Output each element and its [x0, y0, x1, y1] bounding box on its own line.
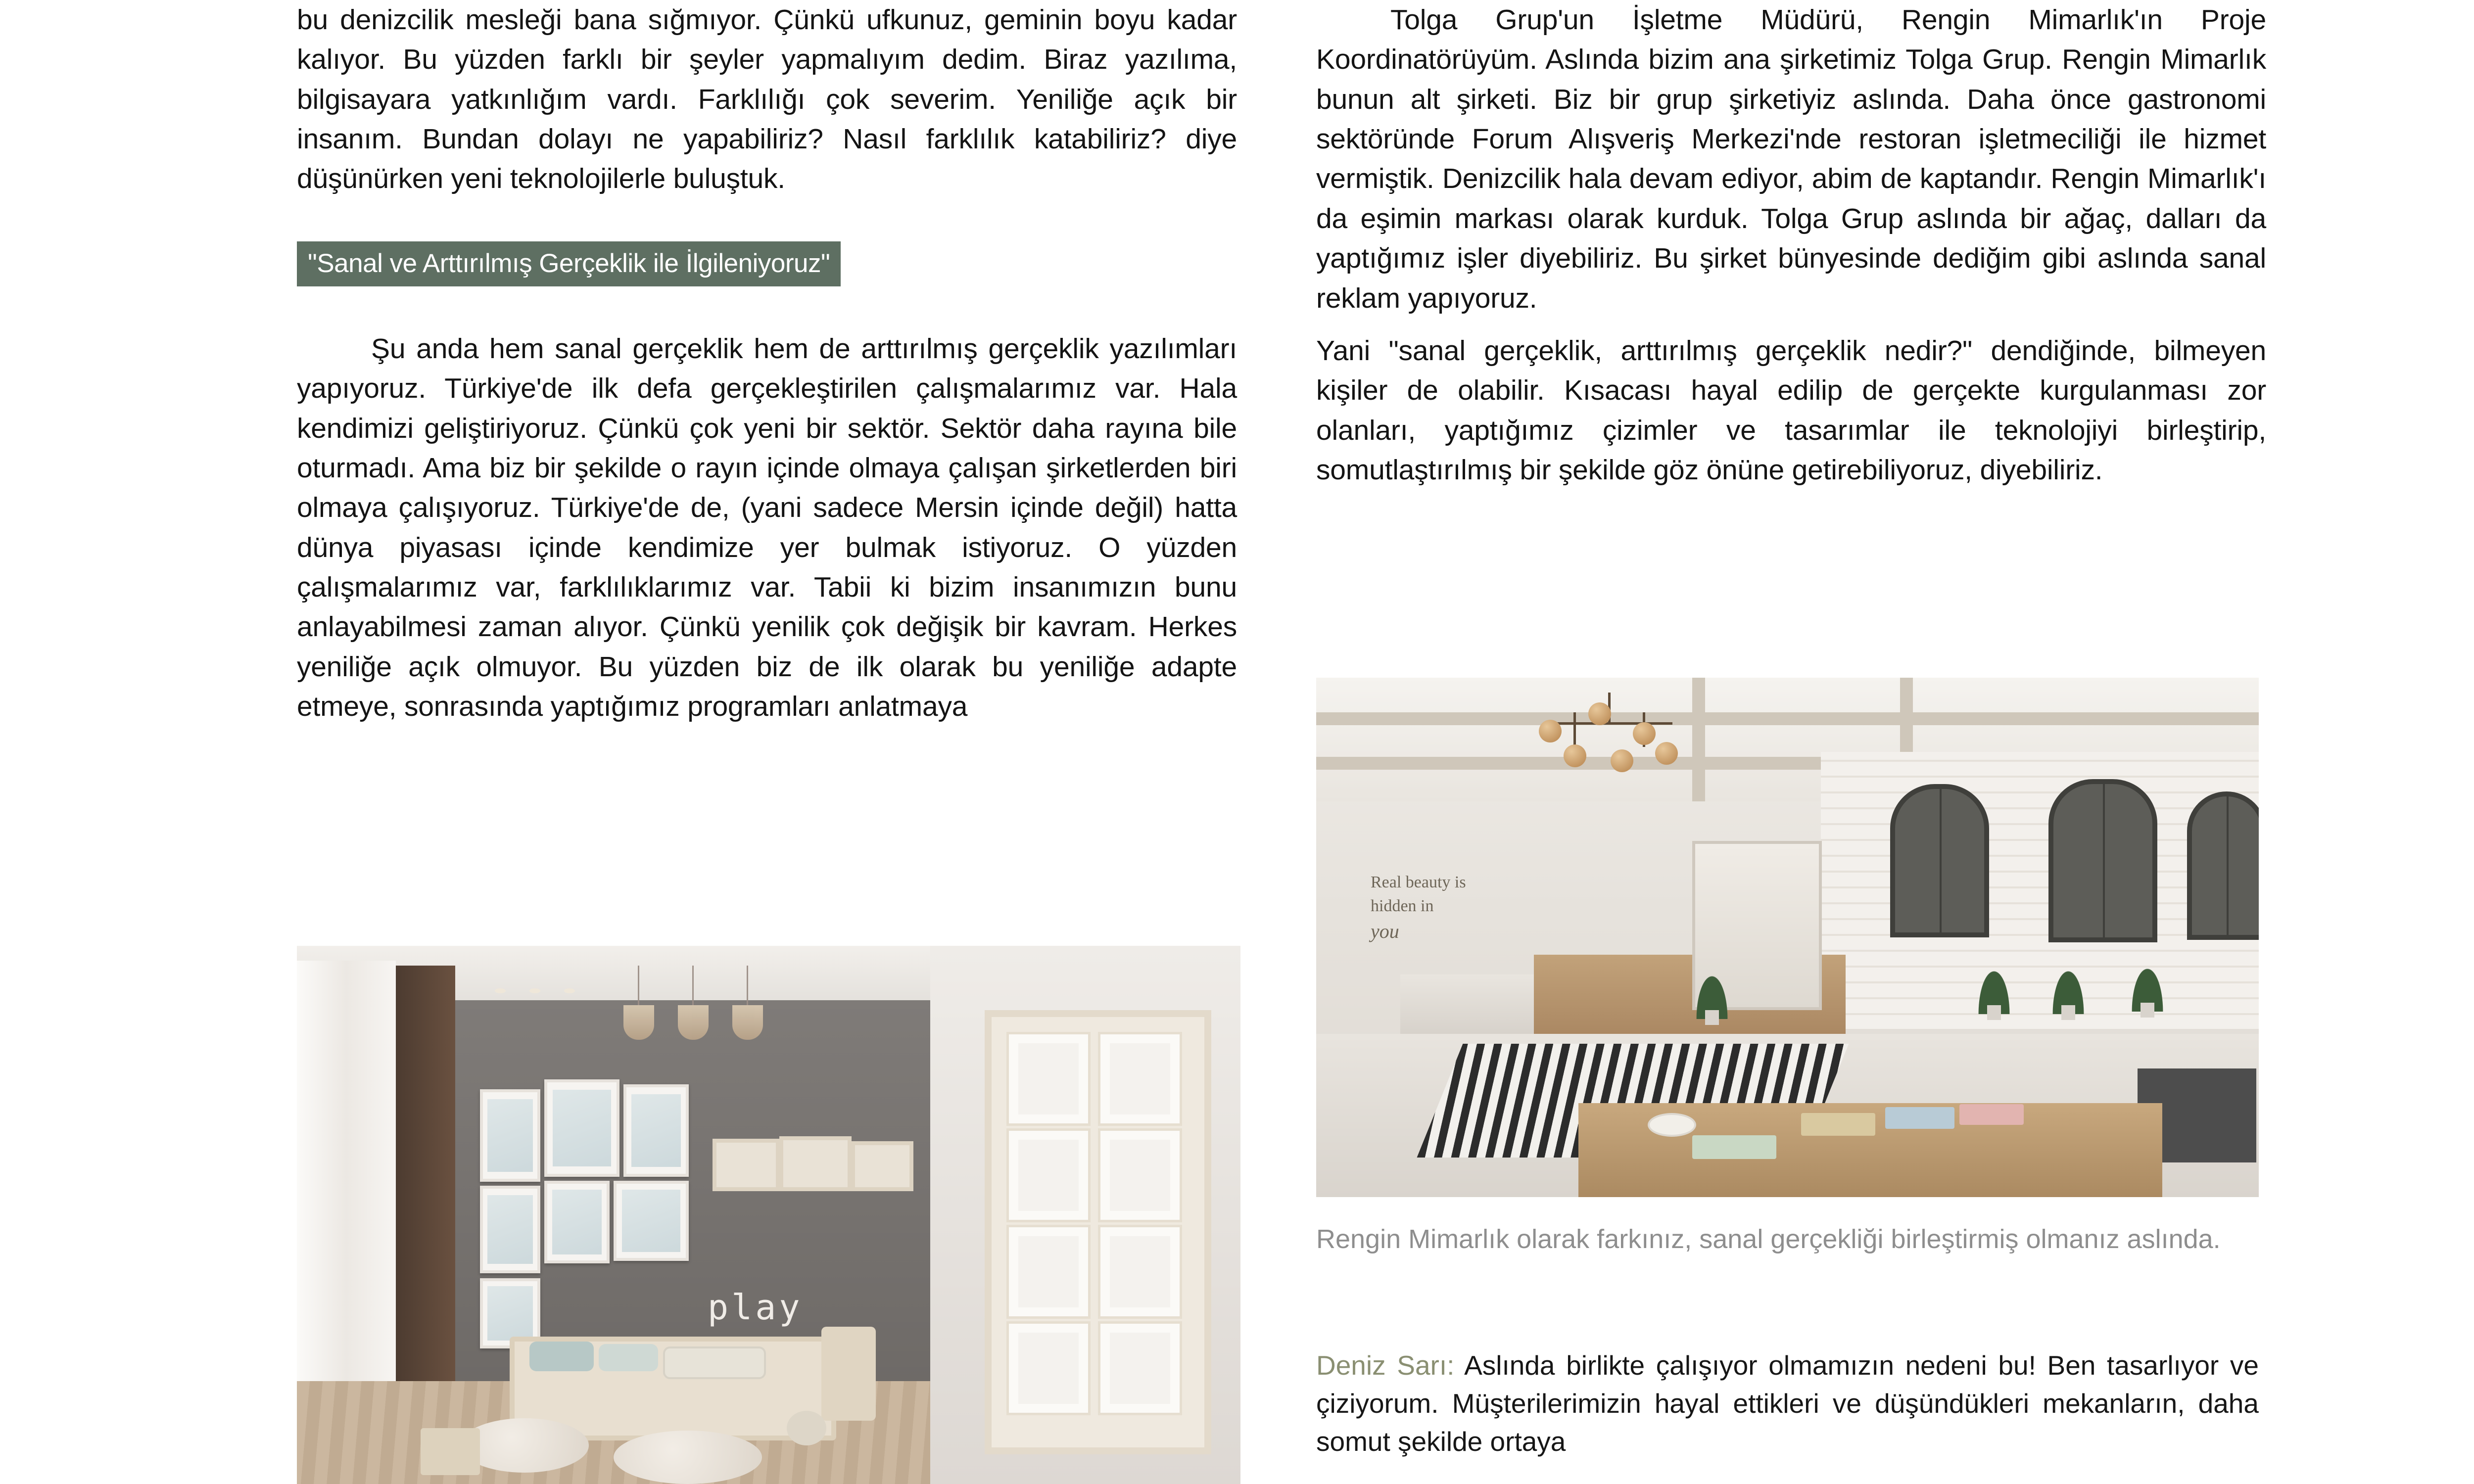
bookcase-cell [1006, 1225, 1091, 1319]
bookcase-cell [1006, 1128, 1091, 1222]
lobby-figure [1316, 678, 2259, 1197]
house-shelf [713, 1139, 780, 1191]
potted-plant-icon [1974, 960, 2014, 1014]
bookcase-cell [1006, 1032, 1091, 1126]
bed-pillow [529, 1342, 594, 1371]
lobby-wall-quote-line2: hidden in [1371, 896, 1434, 915]
right-paragraph-1: Tolga Grup'un İşletme Müdürü, Rengin Mimarlık'ın Proje Koordinatörüyüm. Aslında bizim ana şirketimiz Tolga Grup. Rengin Mimarlık bunun alt şirketi. Biz bir grup şirketiyiz aslında. Daha önce gastronomi sektöründe Forum Alışveriş Merkezi'nde restoran işletmeciliği ile hizmet vermiştik. Denizcilik hala devam ediyor, abim de kaptandır. Rengin Mimarlık'ı da eşimin markası olarak kurduk. Tolga Grup aslında bir ağaç, dalları da yaptığımız işler diyebiliriz. Bu şirket bünyesinde dediğim gibi aslında sanal reklam yapıyoruz. [1316, 4, 2266, 314]
interview-speaker-label: Deniz Sarı: [1316, 1350, 1455, 1381]
interview-answer [1316, 1346, 2259, 1461]
right-column [1316, 0, 2266, 490]
section-heading: "Sanal ve Arttırılmış Gerçeklik ile İlgileniyoruz" [297, 241, 841, 286]
wall-frame [544, 1079, 619, 1177]
chandelier-icon [1529, 693, 1692, 787]
potted-plant-icon [1692, 965, 1732, 1019]
wall-decal-play: play [708, 1287, 803, 1328]
wall-frame [480, 1186, 540, 1273]
right-paragraph-2: Yani "sanal gerçeklik, arttırılmış gerçeklik nedir?" dendiğinde, bilmeyen kişiler de olabilir. Kısacası hayal edilip de gerçekte kurgulanması zor olanları, yaptığımız çizimler ve tasarımlar ile teknolojiyi birleştirip, somutlaştırılmış bir şekilde göz önüne getirebiliyoruz, diyebiliriz. [1316, 334, 2266, 486]
potted-plant-icon [2048, 960, 2088, 1014]
floor-pouf [787, 1411, 826, 1445]
ceiling-beam [1316, 712, 2259, 725]
bookcase-cell [1098, 1128, 1182, 1222]
house-shelf [779, 1136, 852, 1191]
bookcase-cell [1098, 1321, 1182, 1415]
wall-frame [544, 1181, 610, 1263]
table-magazine [1959, 1104, 2024, 1125]
rocking-toy [421, 1428, 480, 1475]
figure-caption: Rengin Mimarlık olarak farkınız, sanal gerçekliği birleştirmiş olmanız aslında. [1316, 1224, 2221, 1254]
pendant-lamp-icon [678, 1005, 709, 1040]
table-magazine [1801, 1113, 1875, 1136]
lobby-wall-quote-script: you [1371, 920, 1399, 943]
kids-room-figure [297, 946, 1240, 1484]
wall-frame [623, 1084, 689, 1177]
lobby-wall-quote [1371, 871, 1534, 943]
potted-plant-icon [2128, 957, 2167, 1012]
left-column [297, 0, 1237, 726]
pendant-lamp-icon [623, 1005, 654, 1040]
lobby-wall-quote-line1: Real beauty is [1371, 873, 1466, 891]
bed-blanket [663, 1346, 766, 1379]
left-paragraph-2: Şu anda hem sanal gerçeklik hem de arttırılmış gerçeklik yazılımları yapıyoruz. Türkiye'de ilk defa gerçekleştirilen çalışmalarımız var. Hala kendimizi geliştiriyoruz. Çünkü çok yeni bir sektör. Sektör daha rayına bile oturmadı. Ama biz bir şekilde o rayın içinde olmaya çalışan şirketlerden biri olmaya çalışıyoruz. Türkiye'de de, (yani sadece Mersin içinde değil) hatta dünya piyasası içinde kendimize yer bulmak istiyoruz. O yüzden çalışmalarımız var, farklılıklarımız var. Tabii ki bizim insanımızın bunu anlayabilmesi zaman alıyor. Çünkü yenilik çok değişik bir kavram. Herkes yeniliğe açık olmuyor. Bu yüzden biz de ilk olarak bu yeniliğe adapte etmeye, sonrasında yaptığımız programları anlatmaya [297, 332, 1237, 723]
lobby-window [2048, 779, 2157, 942]
lobby-window [2187, 791, 2259, 940]
wall-frame [480, 1089, 540, 1182]
ceiling-spot-icon [529, 988, 540, 993]
bookcase-cell [1098, 1032, 1182, 1126]
lobby-window [1890, 784, 1989, 937]
ceiling-spot-icon [564, 988, 575, 993]
bed-pillow [599, 1344, 658, 1371]
left-paragraph-1: bu denizcilik mesleği bana sığmıyor. Çünkü ufkunuz, geminin boyu kadar kalıyor. Bu yüzden farklı bir şeyler yapmalıyım dedim. Biraz yazılıma, bilgisayara yatkınlığım vardı. Farklılığı çok severim. Yeniliğe açık bir insanım. Bundan dolayı ne yapabiliriz? Nasıl farklılık katabiliriz? diye düşünürken yeni teknolojilerle buluştuk. [297, 4, 1237, 195]
ceiling-beam [1692, 678, 1705, 801]
house-shelf [851, 1141, 913, 1191]
storage-basket [821, 1327, 876, 1421]
kids-room-curtain [297, 961, 396, 1406]
wall-frame [614, 1181, 689, 1261]
lobby-side-counter [1400, 974, 1549, 1034]
table-cup-saucer [1648, 1113, 1696, 1137]
interview-answer-text: Aslında birlikte çalışıyor olmamızın nedeni bu! Ben tasarlıyor ve çiziyorum. Müşterilerimizin hayal ettikleri ve düşündükleri mekanların, daha somut şekilde ortaya [1316, 1350, 2259, 1457]
bookcase-cell [1006, 1321, 1091, 1415]
kids-room-wood-panel [396, 966, 455, 1391]
ceiling-spot-icon [495, 988, 506, 993]
table-magazine [1692, 1135, 1776, 1159]
pendant-lamp-icon [732, 1005, 763, 1040]
wall-bookcase [985, 1010, 1211, 1454]
table-magazine [1885, 1107, 1954, 1129]
floor-rug [614, 1431, 762, 1484]
bookcase-cell [1098, 1225, 1182, 1319]
